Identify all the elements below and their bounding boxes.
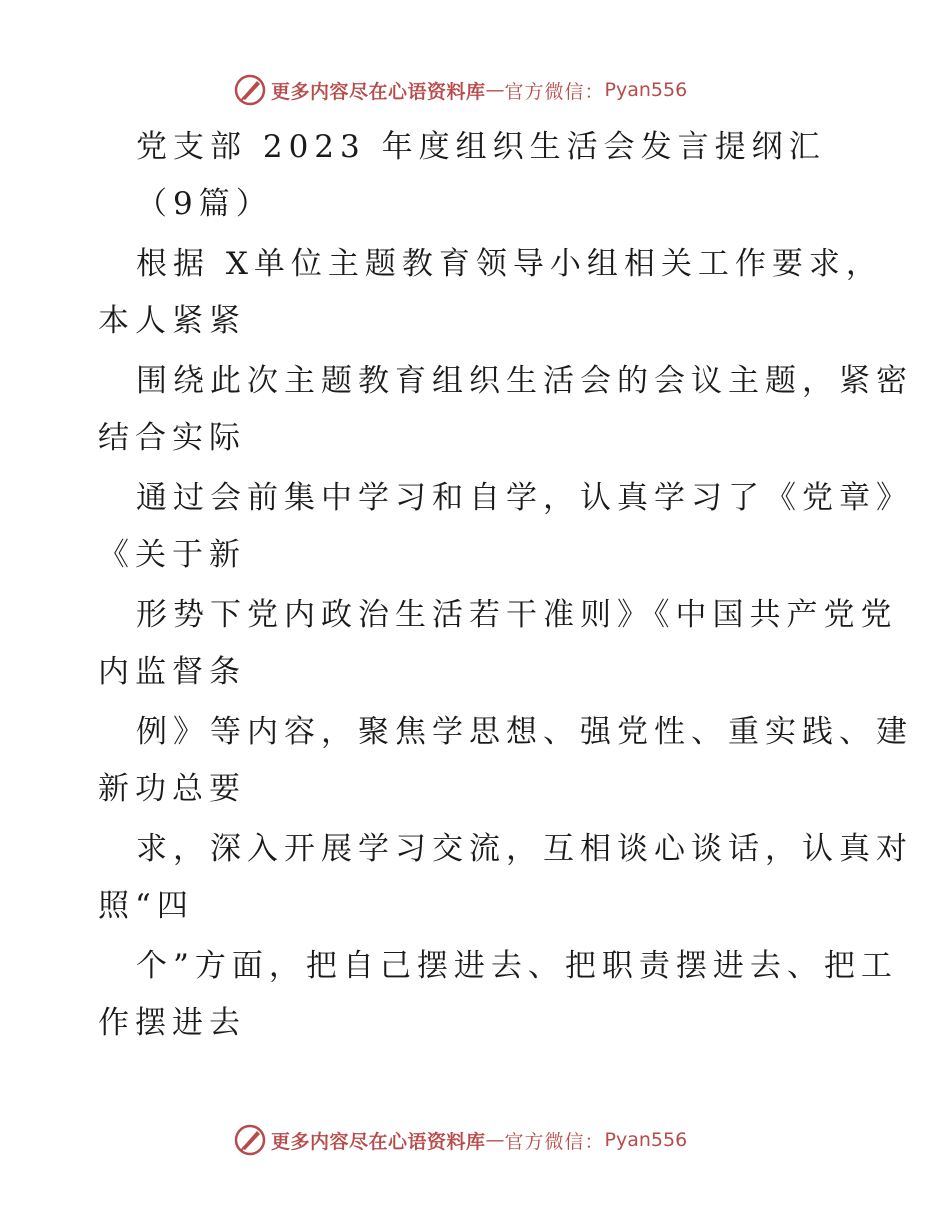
banner-slogan: 更多内容尽在心语资料库 xyxy=(271,1130,486,1153)
paragraph-line: 结合实际 xyxy=(98,420,246,456)
quill-pen-logo-icon xyxy=(233,73,267,107)
paragraph-line: 例》等内容，聚焦学思想、强党性、重实践、建 xyxy=(136,714,913,750)
paragraph-line: 内监督条 xyxy=(98,654,246,690)
banner-wechat-id: Pyan556 xyxy=(604,1129,688,1151)
paragraph-line: 本人紧紧 xyxy=(98,303,246,339)
paragraph-line: 通过会前集中学习和自学，认真学习了《党章》 xyxy=(136,480,913,516)
banner-official-label: 官方微信： xyxy=(504,1130,605,1153)
paragraph-line: 照“四 xyxy=(98,888,194,924)
paragraph-line: 个”方面，把自己摆进去、把职责摆进去、把工 xyxy=(136,948,898,984)
header-banner xyxy=(233,72,687,108)
document-title-count: （9篇） xyxy=(136,186,273,222)
paragraph-line: 根据 X单位主题教育领导小组相关工作要求， xyxy=(136,246,883,282)
quill-pen-logo-icon xyxy=(233,1123,267,1157)
paragraph-line: 新功总要 xyxy=(98,771,246,807)
banner-official-label: 官方微信： xyxy=(504,80,605,103)
paragraph-line: 《关于新 xyxy=(98,537,246,573)
banner-dash: — xyxy=(485,79,505,101)
paragraph-line: 形势下党内政治生活若干准则》《中国共产党党 xyxy=(136,597,898,633)
banner-wechat-id: Pyan556 xyxy=(604,79,688,101)
footer-banner xyxy=(233,1122,687,1158)
banner-slogan: 更多内容尽在心语资料库 xyxy=(271,80,486,103)
document-title: 党支部 2023 年度组织生活会发言提纲汇 xyxy=(136,129,826,165)
paragraph-line: 作摆进去 xyxy=(98,1005,246,1041)
paragraph-line: 围绕此次主题教育组织生活会的会议主题，紧密 xyxy=(136,363,913,399)
paragraph-line: 求，深入开展学习交流，互相谈心谈话，认真对 xyxy=(136,831,913,867)
banner-dash: — xyxy=(485,1129,505,1151)
